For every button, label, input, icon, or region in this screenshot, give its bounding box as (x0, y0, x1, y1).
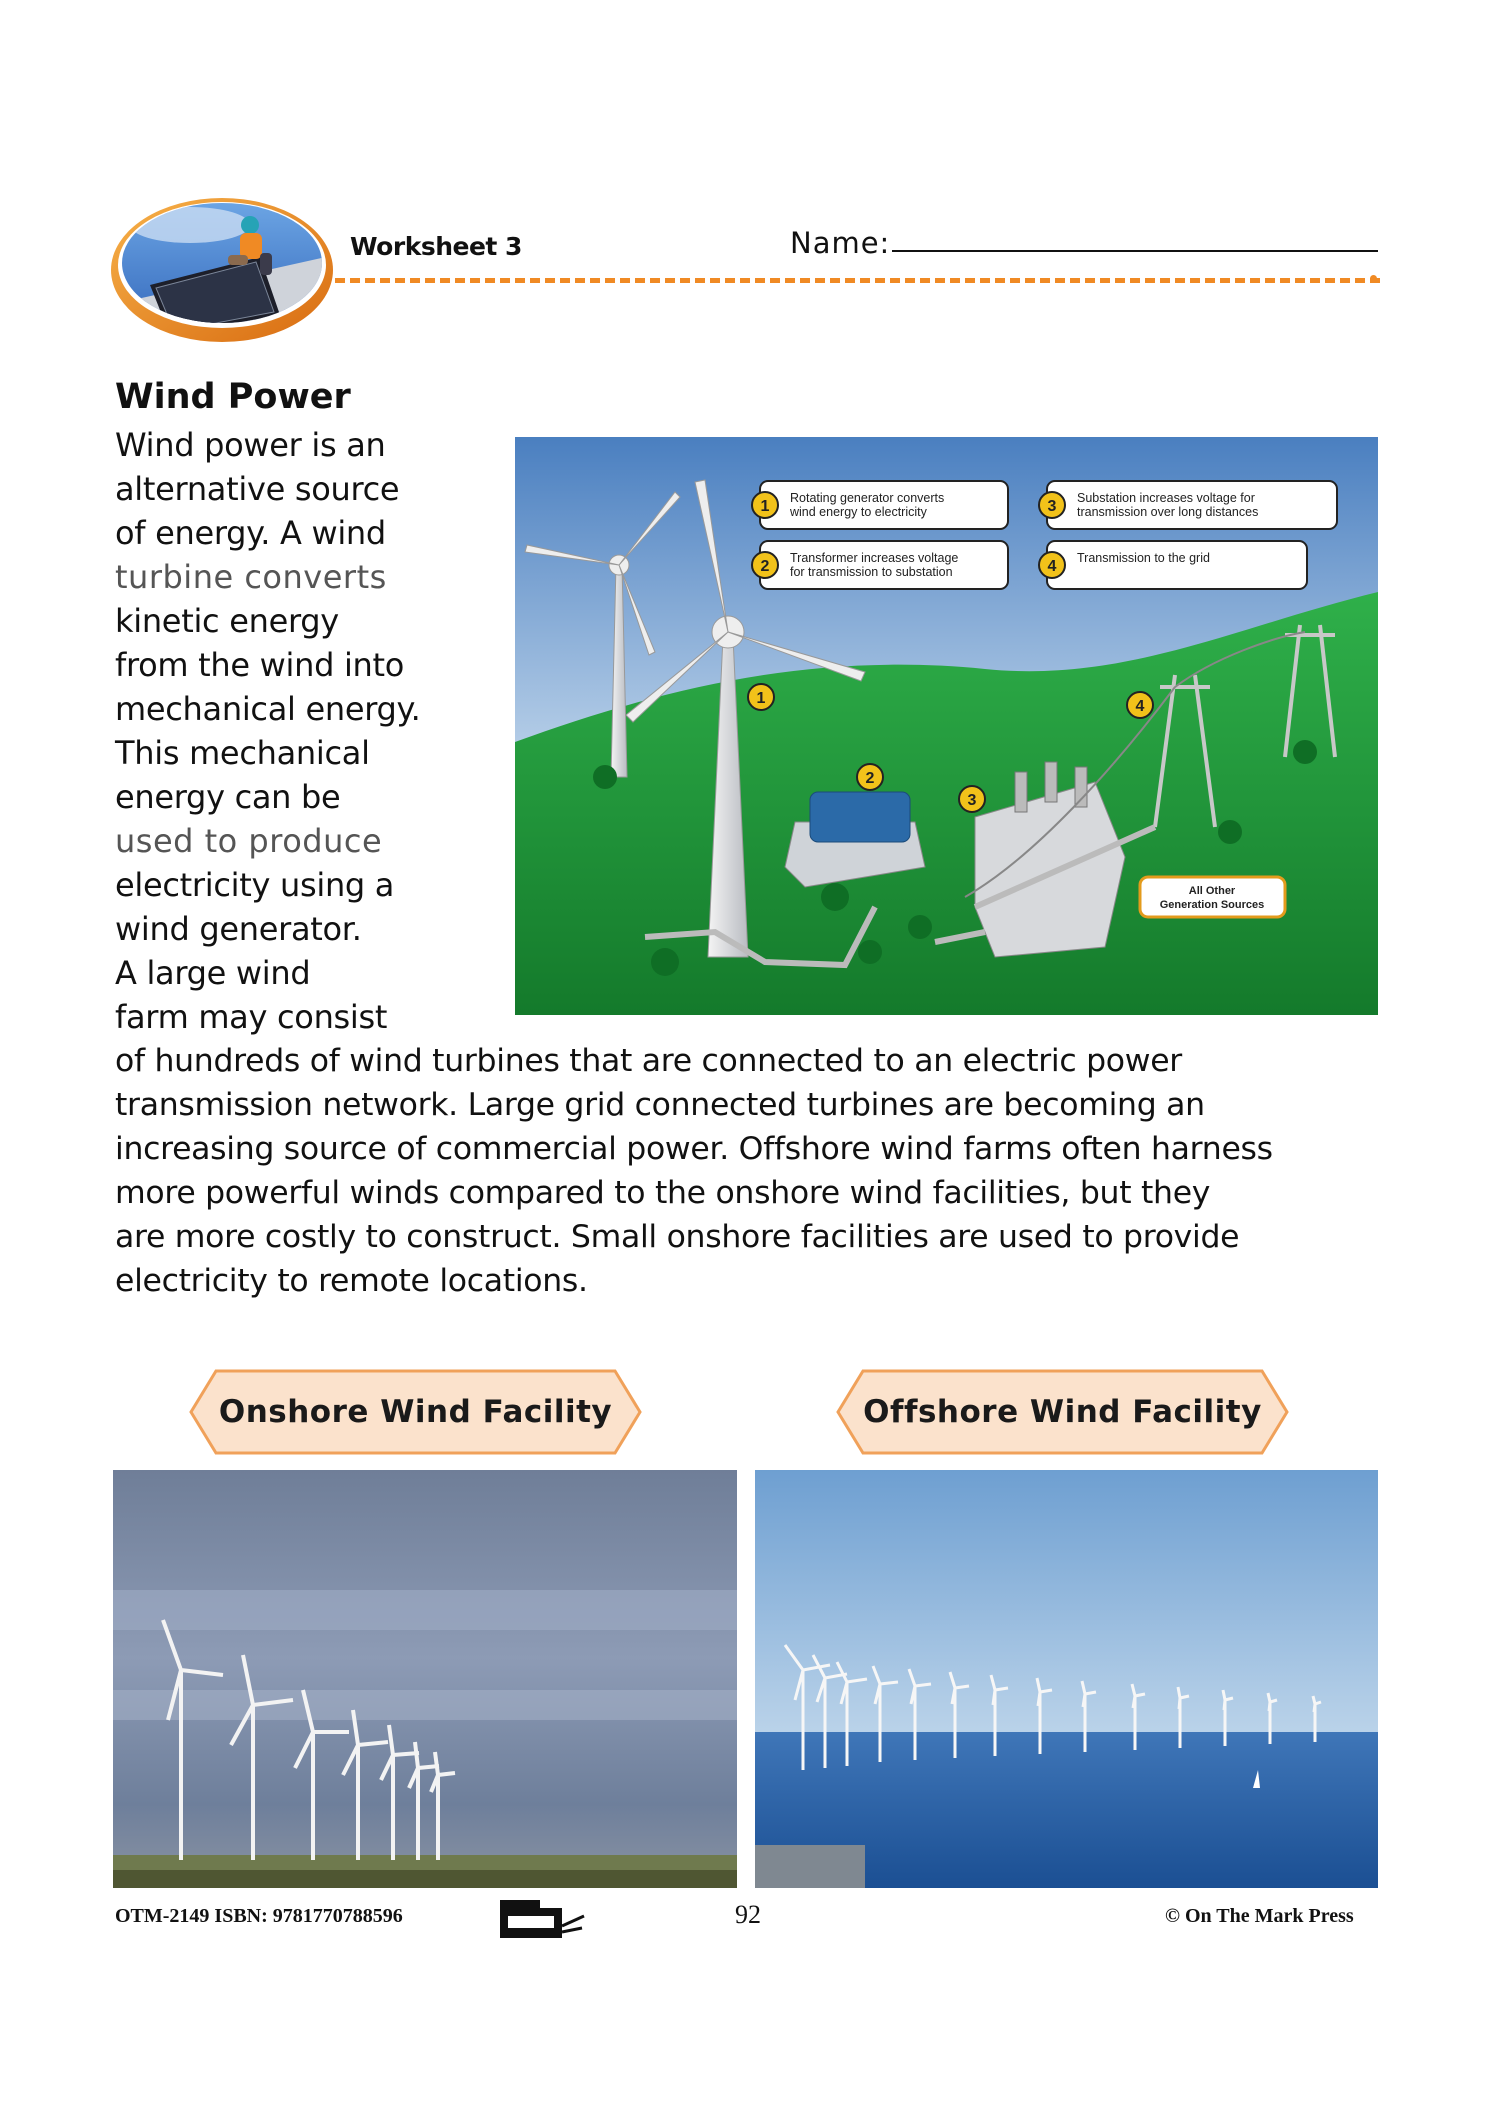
svg-text:Substation increases voltage f: Substation increases voltage for (1077, 491, 1255, 505)
other-sources-line2: Generation Sources (1159, 899, 1265, 911)
svg-text:3: 3 (1047, 498, 1057, 515)
svg-text:2: 2 (760, 558, 770, 575)
article-line: electricity to remote locations. (115, 1263, 588, 1299)
header-logo (110, 195, 335, 345)
wind-power-diagram (515, 437, 1378, 1015)
svg-text:1: 1 (760, 498, 770, 515)
svg-text:Transformer increases voltage: Transformer increases voltage (790, 551, 959, 565)
dashed-divider (335, 278, 1380, 283)
article-line: of energy. A wind (115, 514, 386, 552)
name-field[interactable] (892, 250, 1378, 252)
article-line: kinetic energy (115, 602, 339, 640)
divider-end-dot (1370, 275, 1377, 282)
svg-text:4: 4 (1135, 698, 1145, 715)
article-line: farm may consist (115, 998, 388, 1036)
svg-text:2: 2 (865, 770, 875, 787)
other-generation-sources-box (1140, 877, 1285, 917)
worksheet-label: Worksheet 3 (350, 232, 522, 261)
onshore-label-banner (188, 1368, 643, 1456)
svg-text:wind energy to electricity: wind energy to electricity (790, 505, 927, 519)
article-line: more powerful winds compared to the onshore wind facilities, but they (115, 1175, 1211, 1211)
article-line: from the wind into (115, 646, 405, 684)
onshore-wind-photo (113, 1470, 737, 1888)
svg-text:4: 4 (1047, 558, 1057, 575)
callout-1 (752, 481, 1008, 529)
article-line: are more costly to construct. Small onshore facilities are used to provide (115, 1219, 1240, 1255)
svg-text:3: 3 (967, 792, 977, 809)
marker-2 (857, 764, 883, 790)
marker-3 (959, 786, 985, 812)
article-line: A large wind (115, 954, 311, 992)
callout-3 (1039, 481, 1337, 529)
svg-text:1: 1 (756, 690, 766, 707)
footer-copyright: © On The Mark Press (1165, 1905, 1354, 1927)
article-line: mechanical energy. (115, 690, 421, 728)
article-line: used to produce (115, 822, 383, 860)
article-line: electricity using a (115, 866, 395, 904)
cassette-recorder-icon (498, 1898, 586, 1940)
article-line: Wind power is an (115, 426, 386, 464)
onshore-label: Onshore Wind Facility (218, 1394, 613, 1430)
article-line: of hundreds of wind turbines that are connected to an electric power (115, 1043, 1182, 1079)
callout-2 (752, 541, 1008, 589)
name-label: Name: (790, 226, 891, 260)
svg-text:Rotating generator converts: Rotating generator converts (790, 491, 945, 505)
other-sources-line1: All Other (1188, 885, 1236, 897)
offshore-label-banner (835, 1368, 1290, 1456)
article-title: Wind Power (115, 377, 351, 417)
offshore-wind-photo (755, 1470, 1378, 1888)
svg-text:Transmission to the grid: Transmission to the grid (1077, 551, 1210, 565)
footer-isbn: OTM-2149 ISBN: 9781770788596 (115, 1905, 403, 1927)
article-line: transmission network. Large grid connected turbines are becoming an (115, 1087, 1205, 1123)
article-line: alternative source (115, 470, 400, 508)
offshore-label: Offshore Wind Facility (863, 1394, 1262, 1430)
svg-text:transmission over long distanc: transmission over long distances (1077, 505, 1259, 519)
marker-1 (748, 684, 774, 710)
page-number: 92 (735, 1900, 761, 1929)
article-line: turbine converts (115, 558, 387, 596)
article-line: wind generator. (115, 910, 362, 948)
solar-panel-installer-icon (110, 195, 335, 345)
article-line: increasing source of commercial power. Offshore wind farms often harness (115, 1131, 1273, 1167)
marker-4 (1127, 692, 1153, 718)
article-line: This mechanical (115, 734, 370, 772)
callout-4 (1039, 541, 1307, 589)
svg-text:for transmission to substation: for transmission to substation (790, 565, 953, 579)
article-line: energy can be (115, 778, 341, 816)
